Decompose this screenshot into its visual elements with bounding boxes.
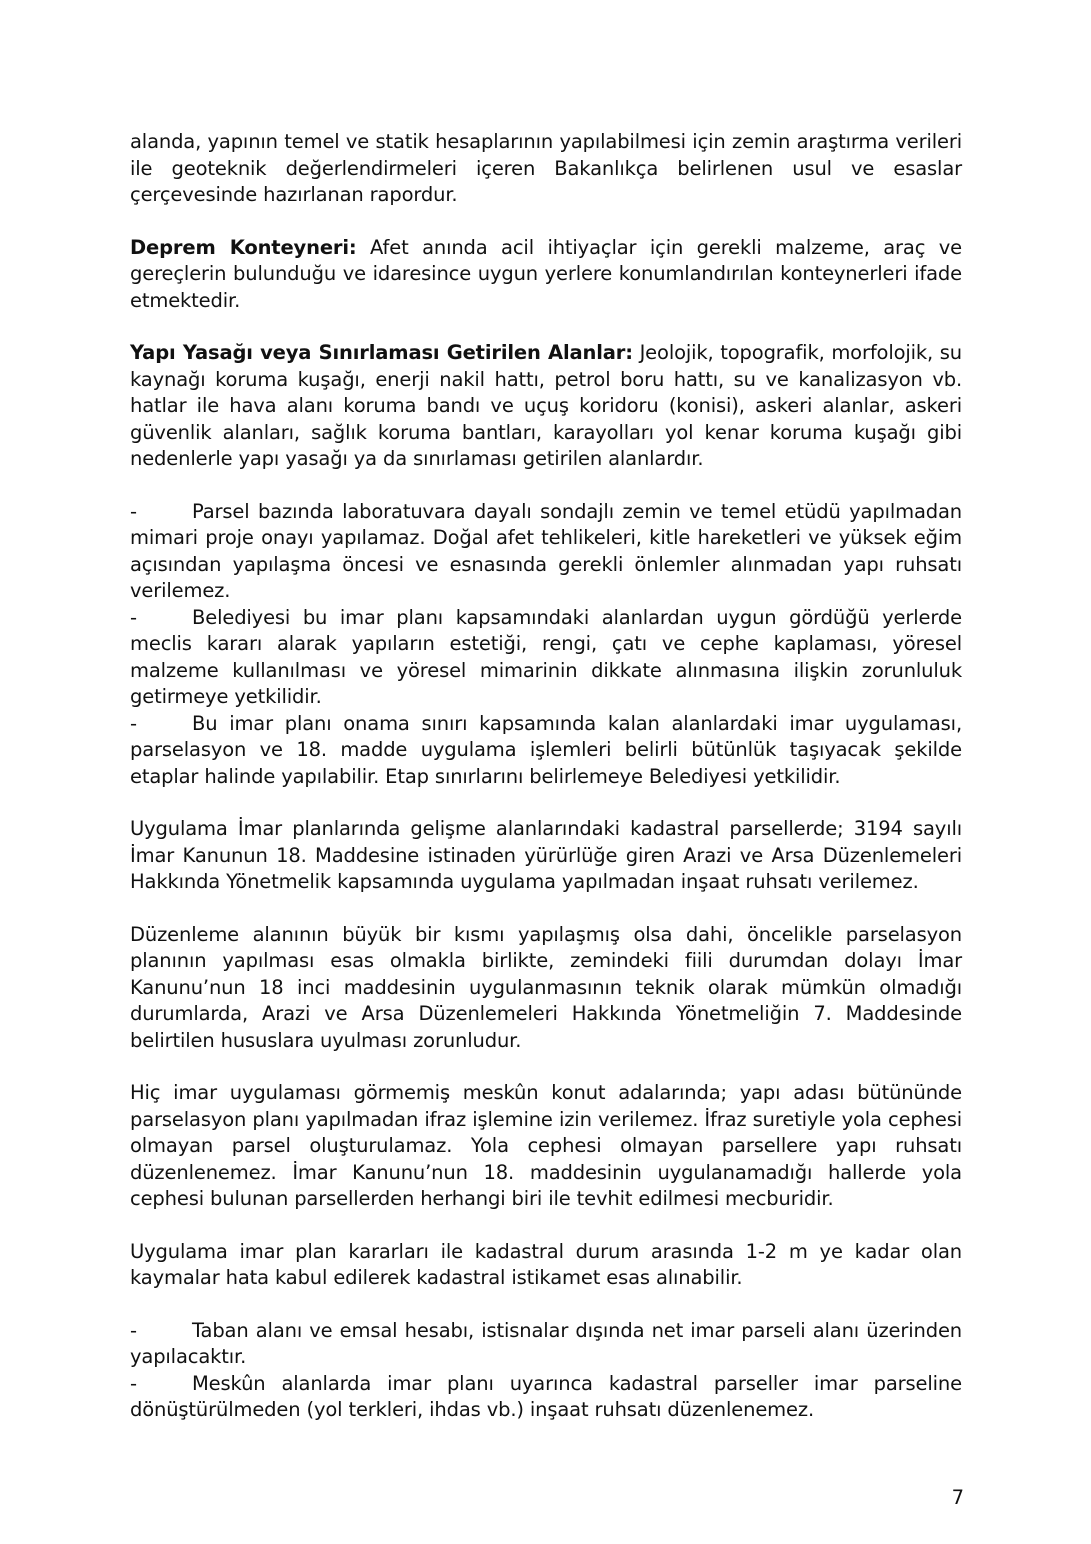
paragraph-meskun-konut: Hiç imar uygulaması görmemiş meskûn konut adalarında; yapı adası bütününde parselasyon planı yapılmadan ifraz işlemine izin verilemez. İfraz suretiyle yola cephesi olmayan parsel oluşturulamaz. Yola cephesi olmayan parsellere yapı ruhsatı düzenlenemez. İmar Kanunu’nun 18. maddesinin uygulanamadığı hallerde yola cephesi bulunan parsellerden herhangi biri ile tevhit edilmesi mecburidir. [130, 1081, 962, 1210]
list-item [130, 605, 962, 711]
list-item-text: Taban alanı ve emsal hesabı, istisnalar dışında net imar parseli alanı üzerinden yapılacaktır. [130, 1318, 962, 1368]
list-dash: - [130, 605, 137, 629]
list-item-text: Bu imar planı onama sınırı kapsamında kalan alanlardaki imar uygulaması, parselasyon ve 18. madde uygulama işlemleri belirli bütünlük taşıyacak şekilde etaplar halinde yapılabilir. Etap sınırlarını belirlemeye Belediyesi yetkilidir. [130, 711, 962, 788]
list-dash: - [130, 711, 137, 735]
list-item-text: Parsel bazında laboratuvara dayalı sondajlı zemin ve temel etüdü yapılmadan mimari proje onayı yapılamaz. Doğal afet tehlikeleri, kitle hareketleri ve yüksek eğim açısından yapılaşma öncesi ve esnasında gerekli önlemler alınmadan yapı ruhsatı verilemez. [130, 499, 962, 602]
list-item-text: Meskûn alanlarda imar planı uyarınca kadastral parseller imar parseline dönüştürülmeden (yol terkleri, ihdas vb.) inşaat ruhsatı düzenlenemez. [130, 1371, 962, 1421]
term-deprem-konteyneri: Deprem Konteyneri: [130, 235, 357, 259]
list-dash: - [130, 499, 137, 523]
paragraph-kadastral-kayma: Uygulama imar plan kararları ile kadastral durum arasında 1-2 m ye kadar olan kaymalar hata kabul edilerek kadastral istikamet esas alınabilir. [130, 1239, 962, 1289]
definition-yapi-yasagi: Jeolojik, topografik, morfolojik, su kaynağı koruma kuşağı, enerji nakil hattı, petrol boru hattı, su ve kanalizasyon vb. hatlar ile hava alanı koruma bandı ve uçuş koridoru (konisi), askeri alanlar, askeri güvenlik alanları, sağlık koruma bantları, karayolları yol kenar koruma kuşağı gibi nedenlerle yapı yasağı ya da sınırlaması getirilen alanlardır. [130, 341, 963, 470]
page-number: 7 [951, 1486, 964, 1509]
paragraph-uygulama-imar: Uygulama İmar planlarında gelişme alanlarındaki kadastral parsellerde; 3194 sayılı İmar Kanunun 18. Maddesine istinaden yürürlüğe giren Arazi ve Arsa Düzenlemeleri Hakkında Yönetmelik kapsamında uygulama yapılmadan inşaat ruhsatı verilemez. [130, 817, 962, 893]
list-dash: - [130, 1371, 137, 1395]
definition-deprem-konteyneri: Afet anında acil ihtiyaçlar için gerekli malzeme, araç ve gereçlerin bulunduğu ve idaresince uygun yerlere konumlandırılan konteynerleri ifade etmektedir. [130, 235, 962, 312]
dash-list-2 [130, 1318, 962, 1424]
list-dash: - [130, 1318, 137, 1342]
list-item [130, 499, 962, 605]
list-item [130, 711, 962, 791]
dash-list-1 [130, 499, 962, 791]
list-item [130, 1318, 962, 1371]
list-item [130, 1371, 962, 1424]
paragraph-report-definition: alanda, yapının temel ve statik hesaplarının yapılabilmesi için zemin araştırma verileri ile geoteknik değerlendirmeleri içeren Bakanlıkça belirlenen usul ve esaslar çerçevesinde hazırlanan rapordur. [130, 130, 962, 206]
paragraph-yapi-yasagi [130, 340, 962, 473]
list-item-text: Belediyesi bu imar planı kapsamındaki alanlardan uygun gördüğü yerlerde meclis kararı alarak yapıların estetiği, rengi, çatı ve cephe kaplaması, yöresel malzeme kullanılması ve yöresel mimarinin dikkate alınmasına ilişkin zorunluluk getirmeye yetkilidir. [130, 605, 962, 708]
page-body [130, 129, 962, 1424]
term-yapi-yasagi: Yapı Yasağı veya Sınırlaması Getirilen Alanlar: [130, 341, 633, 364]
paragraph-duzenleme-alani: Düzenleme alanının büyük bir kısmı yapılaşmış olsa dahi, öncelikle parselasyon planının yapılması esas olmakla birlikte, zemindeki fiili durumdan dolayı İmar Kanunu’nun 18 inci maddesinin uygulanmasının teknik olarak mümkün olmadığı durumlarda, Arazi ve Arsa Düzenlemeleri Hakkında Yönetmeliğin 7. Maddesinde belirtilen hususlara uyulması zorunludur. [130, 922, 962, 1052]
paragraph-deprem-konteyneri [130, 235, 962, 315]
